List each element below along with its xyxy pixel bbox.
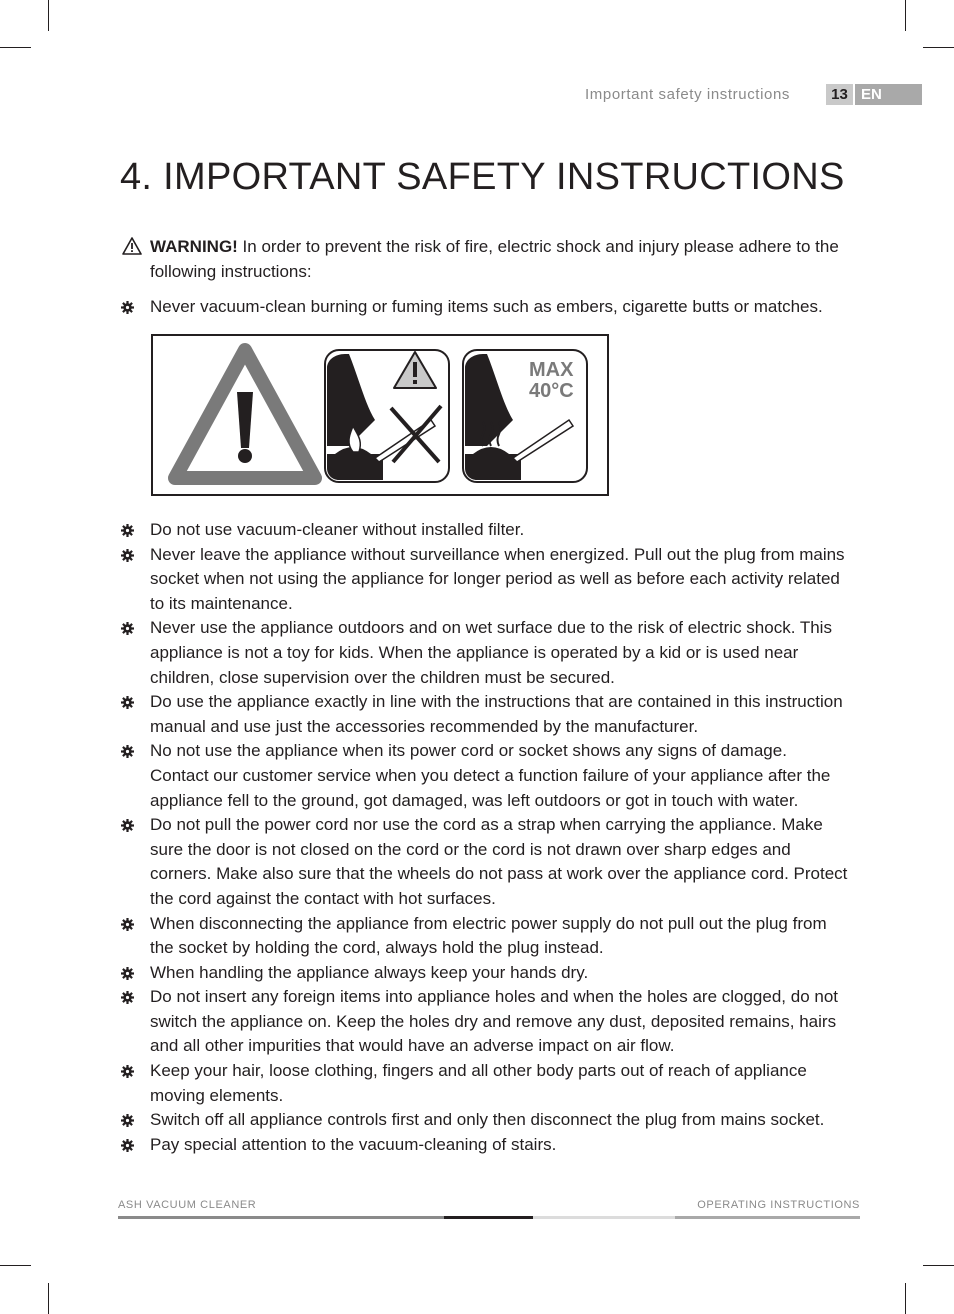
gear-bullet-icon [121, 1139, 134, 1152]
gear-bullet-icon [121, 549, 134, 562]
gear-bullet-icon [121, 622, 134, 635]
warning-triangle-icon [122, 237, 142, 255]
gear-bullet-icon [121, 524, 134, 537]
crop-mark [0, 47, 31, 48]
list-item-text: When handling the appliance always keep your hands dry. [150, 962, 589, 982]
list-item [0, 1108, 850, 1133]
gear-bullet-icon [121, 1065, 134, 1078]
list-item [0, 1059, 850, 1108]
list-item [0, 813, 850, 911]
temperature-line2: 40°C [529, 380, 574, 402]
crop-mark [905, 0, 906, 31]
footer-rule [533, 1216, 675, 1219]
max-temperature-icon [463, 350, 587, 482]
list-item-text: Switch off all appliance controls first and only then disconnect the plug from mains socket. [150, 1110, 825, 1130]
no-burning-items-icon [325, 350, 449, 482]
list-item [0, 616, 850, 690]
footer-rule [118, 1216, 444, 1219]
gear-bullet-icon [121, 745, 134, 758]
list-item [0, 739, 850, 813]
crop-mark [48, 0, 49, 31]
list-item [0, 912, 850, 961]
list-item-text: Do not use vacuum-cleaner without installed filter. [150, 520, 525, 539]
list-item [0, 961, 850, 986]
gear-bullet-icon [121, 819, 134, 832]
warning-text: In order to prevent the risk of fire, electric shock and injury please adhere to the following instructions: [150, 237, 839, 281]
running-title: Important safety instructions [585, 86, 790, 103]
language-tab: EN [855, 84, 922, 105]
gear-bullet-icon [121, 301, 134, 314]
footer-rule [444, 1216, 533, 1219]
footer-rule [675, 1216, 860, 1219]
list-item [0, 1133, 850, 1158]
crop-mark [905, 1283, 906, 1314]
list-item-text: Never vacuum-clean burning or fuming items such as embers, cigarette butts or matches. [150, 297, 823, 316]
crop-mark [0, 1265, 31, 1266]
list-item [0, 543, 850, 617]
crop-mark [923, 1265, 954, 1266]
list-item-text: Pay special attention to the vacuum-cleaning of stairs. [150, 1134, 557, 1154]
warning-label: WARNING! [150, 237, 238, 256]
list-item-text: Do use the appliance exactly in line with the instructions that are contained in this instruction manual and use just the accessories recommended by the manufacturer. [150, 692, 843, 736]
temperature-line1: MAX [529, 359, 574, 381]
warning-triangle-icon [175, 350, 315, 478]
list-item-text: When disconnecting the appliance from electric power supply do not pull out the plug from the socket by holding the cord, always hold the plug instead. [150, 913, 827, 958]
gear-bullet-icon [121, 967, 134, 980]
list-item-text: Do not pull the power cord nor use the cord as a strap when carrying the appliance. Make sure the door is not closed on the cord or the cord is not drawn over sharp edges and corners. Make also sure that the wheels do not pass at work over the appliance cord. Protect the cord against the contact with hot surfaces. [150, 815, 848, 908]
safety-bullet-list [0, 518, 954, 1157]
list-item [0, 295, 850, 320]
list-item [0, 985, 850, 1059]
footer-doc-type: OPERATING INSTRUCTIONS [697, 1199, 860, 1211]
list-item-text: Keep your hair, loose clothing, fingers and all other body parts out of reach of appliance moving elements. [150, 1061, 807, 1105]
gear-bullet-icon [121, 918, 134, 931]
page-title: 4. IMPORTANT SAFETY INSTRUCTIONS [120, 156, 845, 198]
gear-bullet-icon [121, 696, 134, 709]
list-item-text: Never leave the appliance without surveillance when energized. Pull out the plug from mains socket when not using the appliance for longer period as well as before each activity related to its maintenance. [150, 544, 845, 613]
safety-pictogram [151, 334, 609, 496]
page-number: 13 [826, 84, 853, 105]
gear-bullet-icon [121, 991, 134, 1004]
list-item-text: Never use the appliance outdoors and on wet surface due to the risk of electric shock. This appliance is not a toy for kids. When the appliance is operated by a kid or is used near children, close supervision over the children must be secured. [150, 618, 832, 687]
warning-paragraph [150, 234, 840, 284]
intro-bullet-list [0, 295, 954, 320]
gear-bullet-icon [121, 1114, 134, 1127]
footer-product-name: ASH VACUUM CLEANER [118, 1199, 257, 1211]
list-item-text: Do not insert any foreign items into appliance holes and when the holes are clogged, do not switch the appliance on. Keep the holes dry and remove any dust, deposited remains, hairs and all other impurities that would have an adverse impact on air flow. [150, 987, 839, 1056]
list-item-text: No not use the appliance when its power cord or socket shows any signs of damage. Contact our customer service when you detect a function failure of your appliance after the appliance fell to the ground, got damaged, was left outdoors or got in touch with water. [150, 741, 831, 810]
list-item [0, 518, 850, 543]
list-item [0, 690, 850, 739]
crop-mark [48, 1283, 49, 1314]
crop-mark [923, 47, 954, 48]
